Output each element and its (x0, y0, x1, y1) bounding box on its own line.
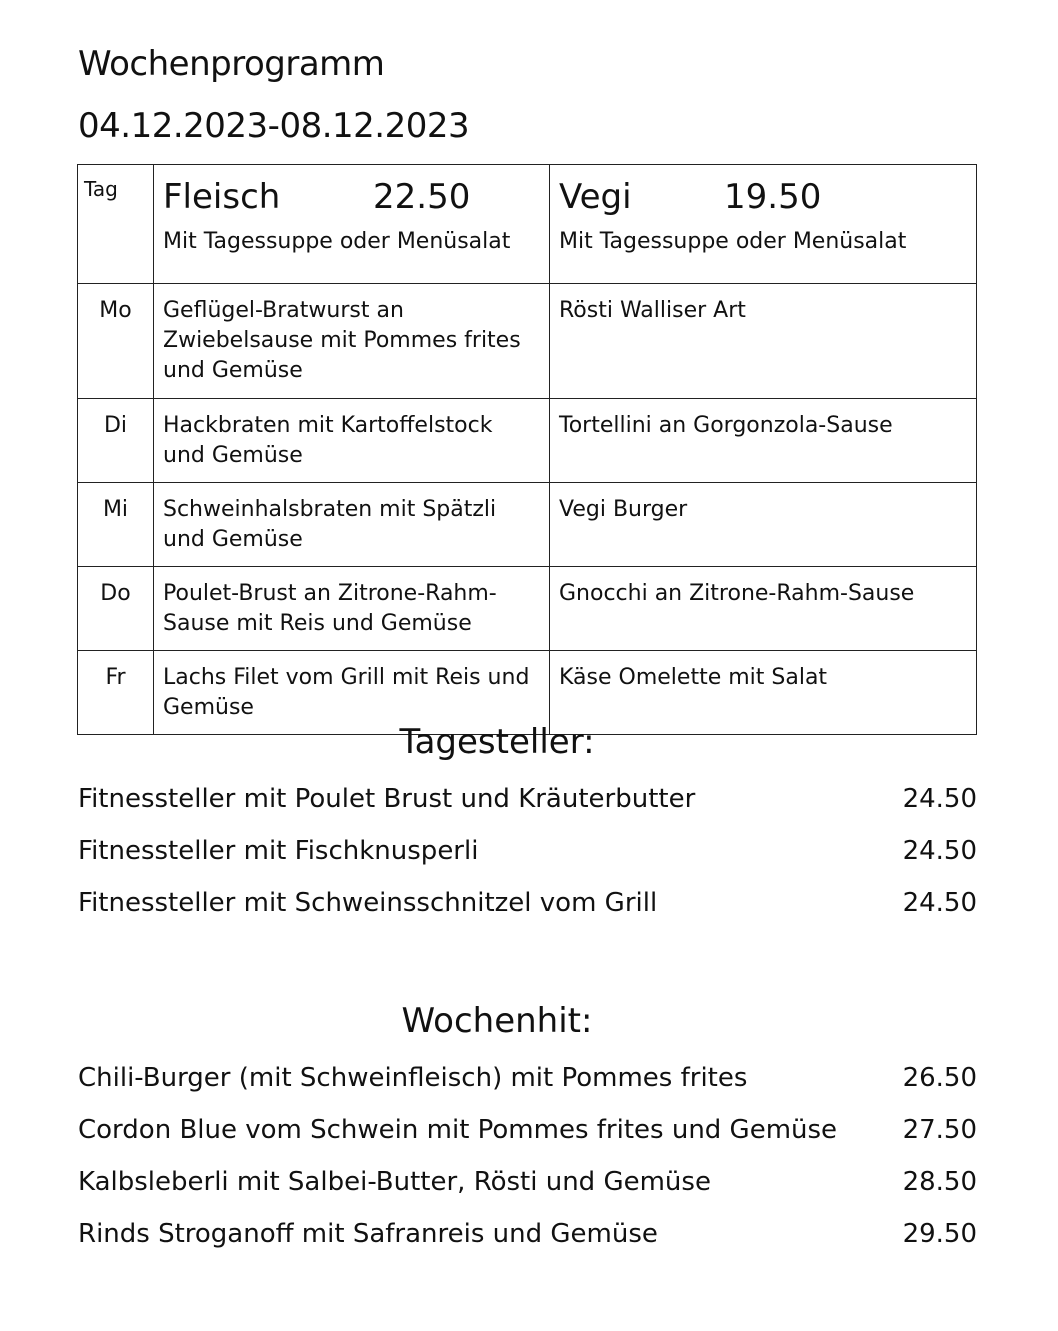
table-row (78, 399, 977, 483)
veg-dish-cell: Vegi Burger (550, 483, 977, 567)
meat-dish-cell: Schweinhalsbraten mit Spätzli und Gemüse (154, 483, 550, 567)
veg-dish-cell: Tortellini an Gorgonzola-Sause (550, 399, 977, 483)
veg-label: Vegi (559, 177, 632, 217)
list-item (78, 888, 977, 940)
dish-name: Rinds Stroganoff mit Safranreis und Gemüse (78, 1219, 658, 1249)
wochenhit-heading: Wochenhit: (401, 1001, 593, 1041)
list-item (78, 836, 977, 888)
column-header-meat (154, 165, 550, 284)
dish-name: Fitnessteller mit Fischknusperli (78, 836, 479, 866)
meat-label: Fleisch (163, 177, 281, 217)
dish-price: 28.50 (902, 1167, 977, 1197)
page-title: Wochenprogramm (78, 44, 385, 84)
dish-name: Fitnessteller mit Poulet Brust und Kräuterbutter (78, 784, 696, 814)
list-item (78, 784, 977, 836)
day-cell: Di (78, 399, 154, 483)
dish-name: Kalbsleberli mit Salbei-Butter, Rösti und Gemüse (78, 1167, 711, 1197)
column-header-veg (550, 165, 977, 284)
veg-price: 19.50 (724, 177, 822, 217)
column-header-day: Tag (78, 165, 154, 284)
list-item (78, 1219, 977, 1271)
list-item (78, 1063, 977, 1115)
list-item (78, 1167, 977, 1219)
meat-dish-cell: Poulet-Brust an Zitrone-Rahm-Sause mit Reis und Gemüse (154, 567, 550, 651)
table-row (78, 483, 977, 567)
list-item (78, 1115, 977, 1167)
dish-price: 27.50 (902, 1115, 977, 1145)
day-cell: Mo (78, 284, 154, 399)
date-range: 04.12.2023-08.12.2023 (78, 106, 470, 146)
meat-dish-cell: Hackbraten mit Kartoffelstock und Gemüse (154, 399, 550, 483)
dish-name: Chili-Burger (mit Schweinfleisch) mit Pommes frites (78, 1063, 748, 1093)
veg-dish-cell: Gnocchi an Zitrone-Rahm-Sause (550, 567, 977, 651)
dish-price: 26.50 (902, 1063, 977, 1093)
dish-name: Cordon Blue vom Schwein mit Pommes frites und Gemüse (78, 1115, 838, 1145)
day-cell: Mi (78, 483, 154, 567)
day-cell: Fr (78, 651, 154, 735)
dish-price: 24.50 (902, 836, 977, 866)
wochenhit-list (78, 1063, 977, 1271)
meat-dish-cell: Lachs Filet vom Grill mit Reis und Gemüse (154, 651, 550, 735)
meat-dish-cell: Geflügel-Bratwurst an Zwiebelsause mit Pommes frites und Gemüse (154, 284, 550, 399)
dish-price: 29.50 (902, 1219, 977, 1249)
meat-note: Mit Tagessuppe oder Menüsalat (163, 229, 511, 254)
veg-note: Mit Tagessuppe oder Menüsalat (559, 229, 907, 254)
weekly-menu-table (77, 164, 977, 735)
veg-dish-cell: Käse Omelette mit Salat (550, 651, 977, 735)
day-cell: Do (78, 567, 154, 651)
dish-price: 24.50 (902, 784, 977, 814)
table-header-row (78, 165, 977, 284)
dish-name: Fitnessteller mit Schweinsschnitzel vom Grill (78, 888, 658, 918)
table-row (78, 284, 977, 399)
tagesteller-list (78, 784, 977, 940)
tagesteller-heading: Tagesteller: (399, 722, 595, 762)
meat-price: 22.50 (373, 177, 471, 217)
veg-dish-cell: Rösti Walliser Art (550, 284, 977, 399)
table-row (78, 567, 977, 651)
dish-price: 24.50 (902, 888, 977, 918)
